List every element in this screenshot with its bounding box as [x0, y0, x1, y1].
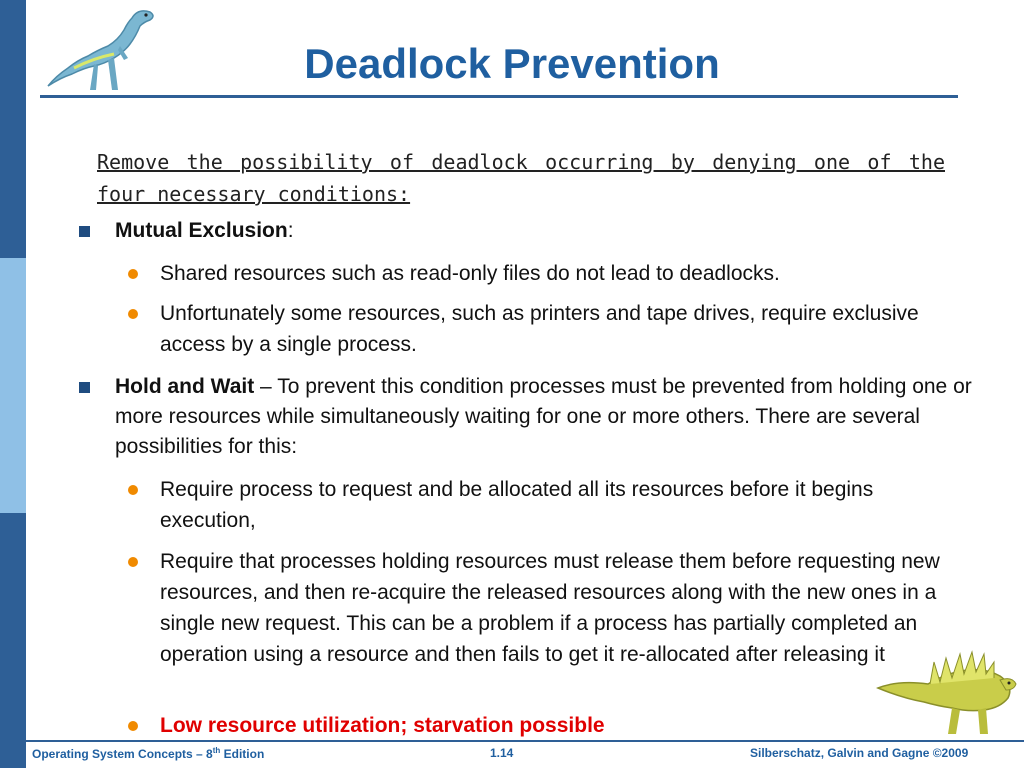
footer-divider: [26, 740, 1024, 742]
list-item: [160, 546, 980, 670]
page-title: Deadlock Prevention: [304, 40, 720, 87]
mutual-exclusion-heading: Mutual Exclusion: [115, 219, 288, 242]
dot-bullet-icon: [128, 721, 138, 731]
left-bar-middle-segment: [0, 258, 26, 513]
bullet-text: Unfortunately some resources, such as printers and tape drives, require exclusive access by a single process.: [160, 302, 919, 356]
title-divider: [40, 95, 958, 98]
list-item: [160, 298, 980, 360]
dot-bullet-icon: [128, 557, 138, 567]
hold-and-wait-heading: Hold and Wait: [115, 375, 255, 398]
bullet-text: Shared resources such as read-only files do not lead to deadlocks.: [160, 262, 780, 285]
footer-book-sup: th: [212, 746, 221, 755]
list-item: [160, 258, 980, 289]
square-bullet-icon: [79, 382, 90, 393]
bullet-text: Require that processes holding resources must release them before requesting new resources, and then re-acquire the released resources along with the new ones in a single new request. This can be a problem if a process has partially completed an operation using a resource and then fails to get it re-allocated after releasing it: [160, 550, 940, 666]
left-decorative-bar: [0, 0, 26, 768]
list-item-highlight: [160, 710, 860, 741]
intro-text: Remove the possibility of deadlock occurring by denying one of the four necessary conditions:: [97, 150, 945, 206]
square-bullet-icon: [79, 226, 90, 237]
dot-bullet-icon: [128, 269, 138, 279]
dot-bullet-icon: [128, 485, 138, 495]
dot-bullet-icon: [128, 309, 138, 319]
footer-page-number: 1.14: [490, 746, 514, 760]
list-item: [160, 474, 970, 536]
hold-and-wait-text: – To prevent this condition processes must be prevented from holding one or more resources while simultaneously waiting for one or more others. There are several possibilities for this:: [115, 375, 972, 458]
mutual-exclusion-colon: :: [287, 219, 294, 242]
bullet-mutual-exclusion: [115, 216, 975, 246]
footer-book-suffix: Edition: [220, 747, 265, 761]
dinosaur-icon: [868, 632, 1018, 744]
left-bar-bottom-segment: [0, 513, 26, 768]
footer-copyright: Silberschatz, Galvin and Gagne ©2009: [750, 746, 969, 760]
footer-book-prefix: Operating System Concepts – 8: [32, 747, 213, 761]
bullet-text: Require process to request and be allocated all its resources before it begins execution,: [160, 478, 874, 532]
bullet-hold-and-wait: [115, 372, 975, 462]
highlight-text: Low resource utilization; starvation possible: [160, 714, 605, 737]
footer-book-title: [32, 746, 264, 761]
